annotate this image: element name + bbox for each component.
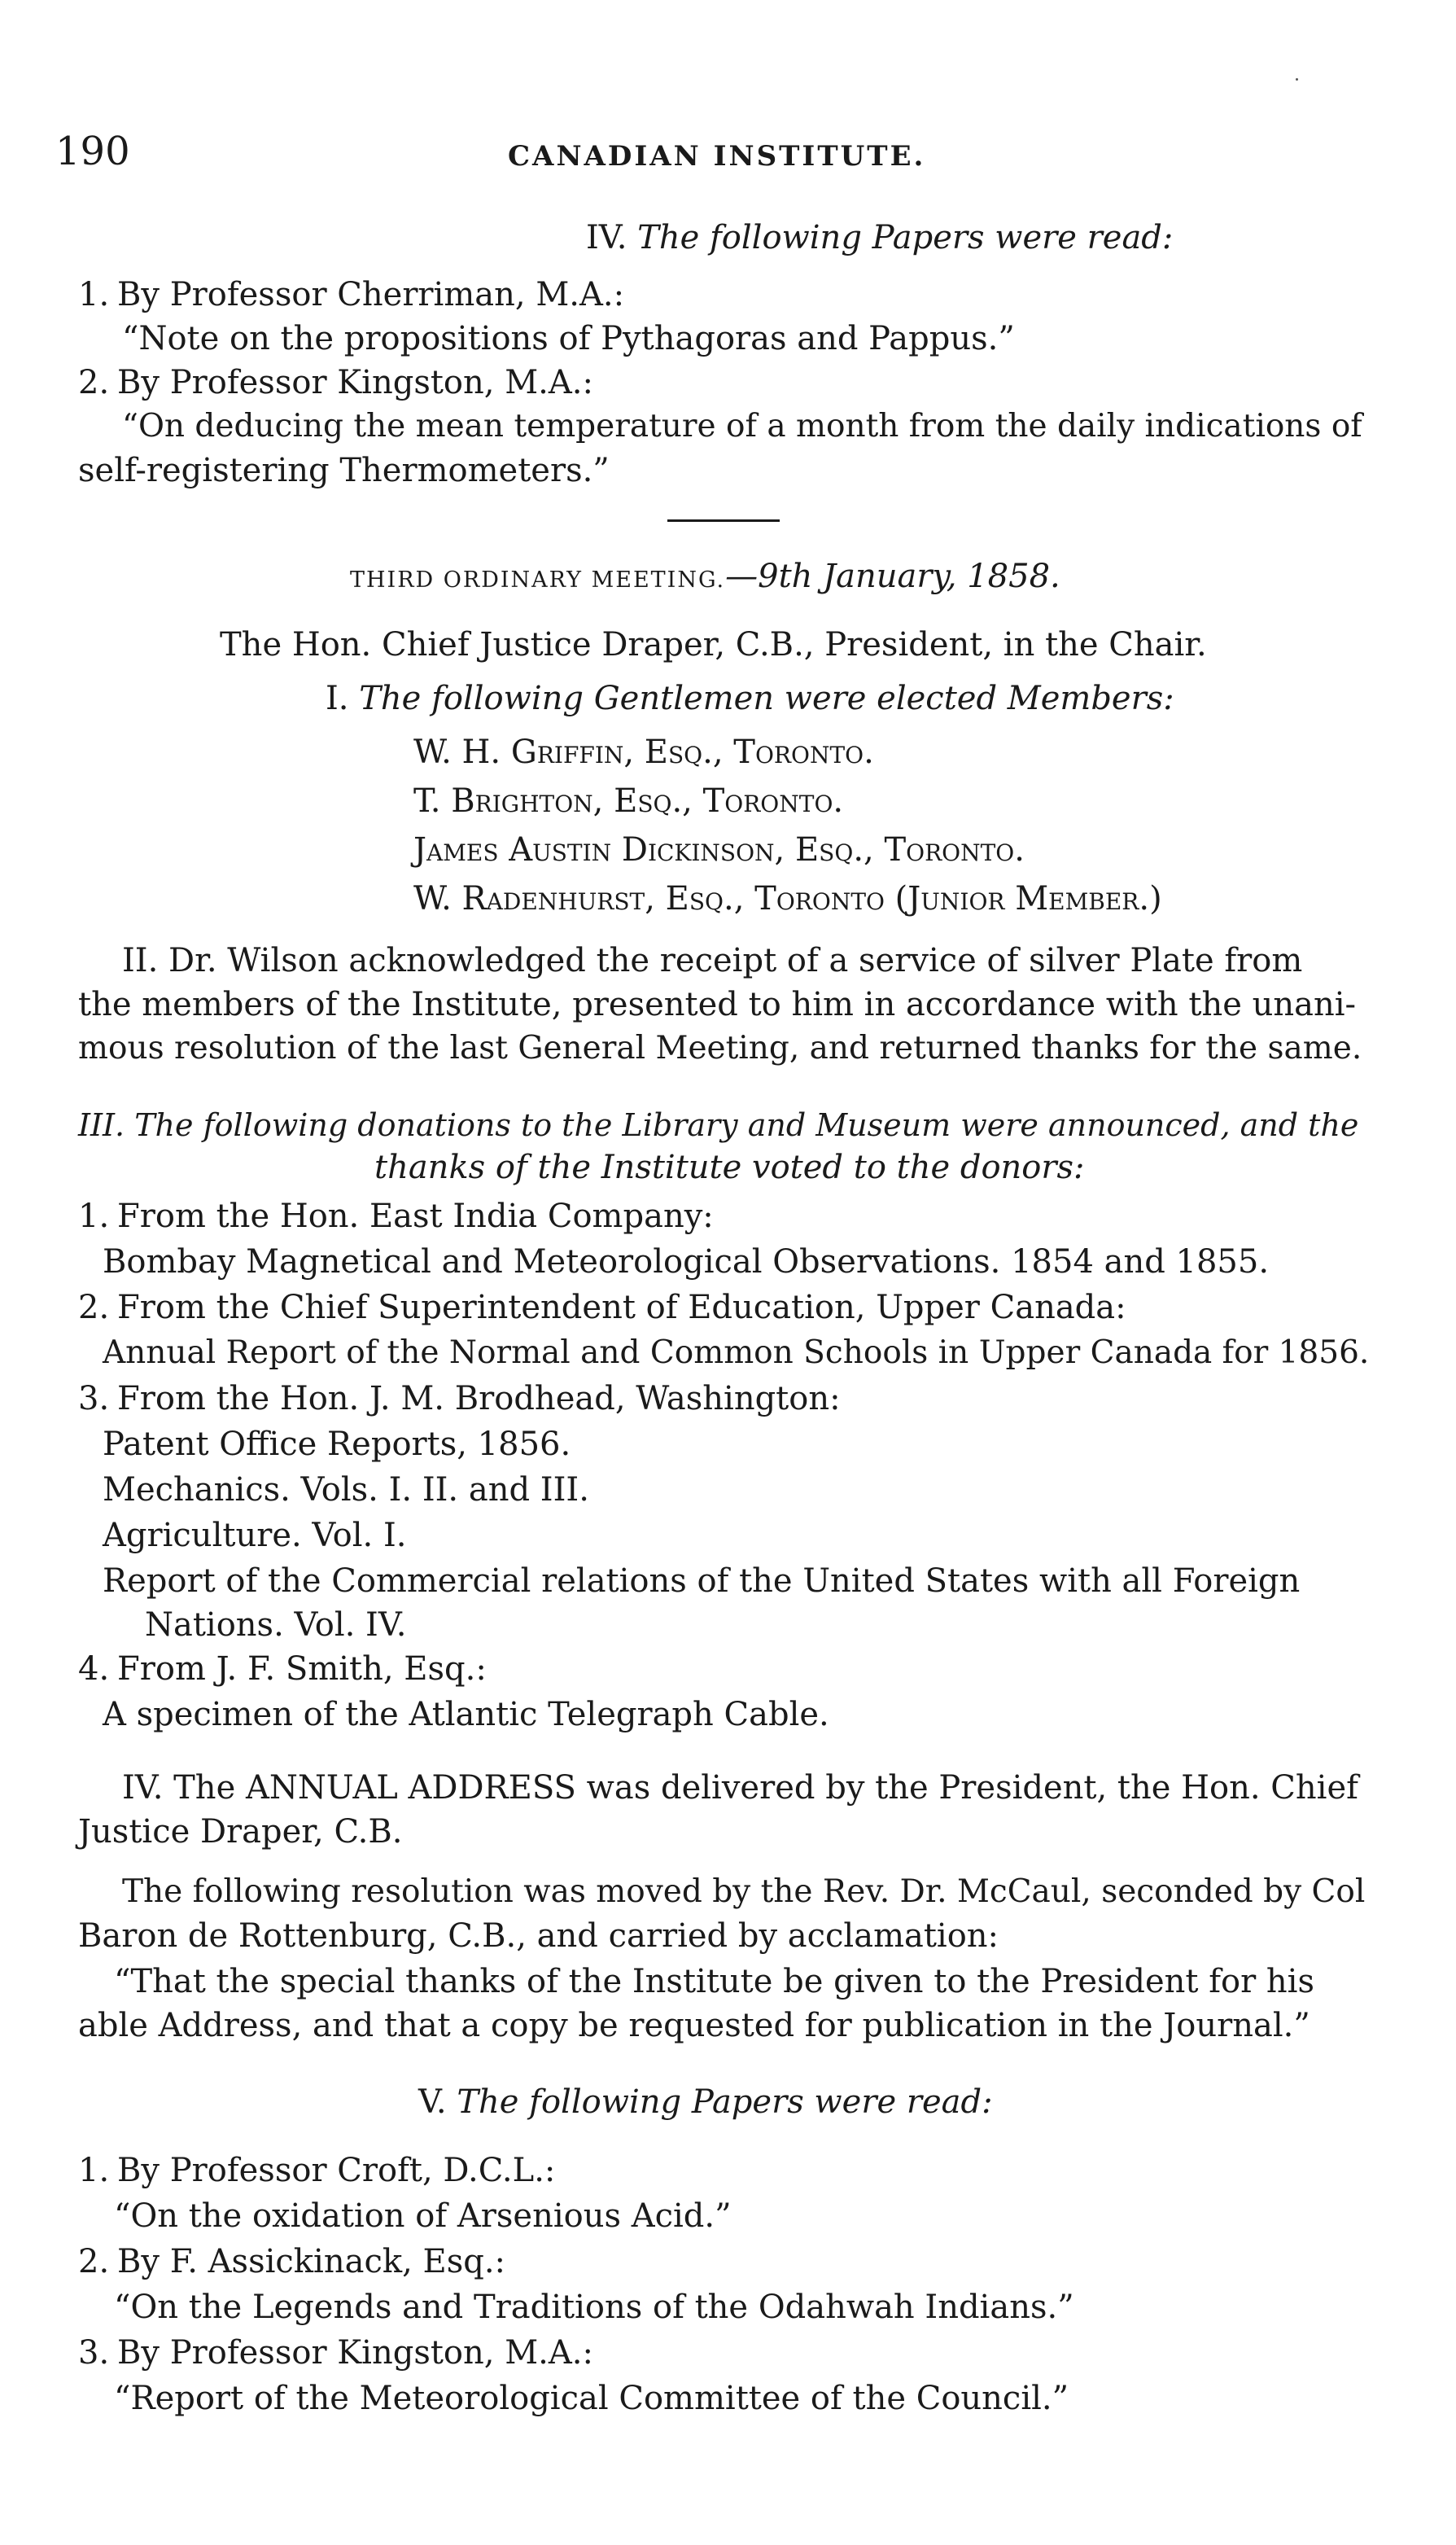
paper-title: “On the Legends and Traditions of the Odahwah Indians.” — [114, 2289, 1074, 2326]
donation-item: Report of the Commercial relations of the United States with all Foreign — [103, 1562, 1301, 1600]
meeting-label: THIRD ORDINARY MEETING. — [350, 567, 726, 593]
member-entry: T. Brighton, Esq., Toronto. — [413, 782, 844, 820]
donation-item: Bombay Magnetical and Meteorological Observations. 1854 and 1855. — [103, 1243, 1270, 1281]
donation-source-text: From the Hon. East India Company: — [117, 1198, 714, 1235]
paper-title: “On deducing the mean temperature of a month from the daily indications of — [122, 408, 1362, 445]
running-title: CANADIAN INSTITUTE. — [508, 140, 926, 173]
paper-author-text: By Professor Kingston, M.A.: — [117, 2334, 593, 2372]
donation-item: A specimen of the Atlantic Telegraph Cable. — [103, 1696, 829, 1733]
paragraph-line: II. Dr. Wilson acknowledged the receipt of a service of silver Plate from — [122, 942, 1303, 979]
donation-source-text: From the Chief Superintendent of Education, Upper Canada: — [117, 1289, 1126, 1326]
paper-number: 1. — [78, 276, 110, 313]
paper-author — [78, 363, 593, 402]
section-heading — [586, 218, 1173, 257]
paper-title: “Note on the propositions of Pythagoras and Pappus.” — [122, 320, 1015, 357]
donation-number: 2. — [78, 1289, 110, 1326]
heading-text: The following Gentlemen were elected Members: — [359, 680, 1174, 717]
meeting-chair: The Hon. Chief Justice Draper, C.B., President, in the Chair. — [220, 626, 1207, 664]
print-speck — [1296, 78, 1298, 81]
page-number: 190 — [55, 129, 130, 174]
donation-item-continued: Nations. Vol. IV. — [145, 1606, 407, 1644]
donation-source — [78, 1197, 714, 1236]
section-heading — [418, 2083, 993, 2122]
resolution-quote: “That the special thanks of the Institute be given to the President for his — [114, 1963, 1314, 2000]
heading-numeral: V. — [418, 2083, 447, 2121]
donation-item: Agriculture. Vol. I. — [103, 1517, 407, 1554]
members-heading — [326, 679, 1174, 718]
paper-number: 1. — [78, 2152, 110, 2189]
donation-number: 1. — [78, 1198, 110, 1235]
paragraph-line: The following resolution was moved by the Rev. Dr. McCaul, seconded by Col — [122, 1873, 1366, 1910]
donation-item: Patent Office Reports, 1856. — [103, 1426, 571, 1463]
member-entry: W. Radenhurst, Esq., Toronto (Junior Member.) — [413, 880, 1162, 918]
paper-author-text: By Professor Cherriman, M.A.: — [117, 276, 625, 313]
paper-author — [78, 2333, 593, 2372]
paper-title: “Report of the Meteorological Committee of the Council.” — [114, 2380, 1069, 2417]
paragraph-line: mous resolution of the last General Meeting, and returned thanks for the same. — [78, 1030, 1362, 1067]
donation-item: Annual Report of the Normal and Common Schools in Upper Canada for 1856. — [103, 1334, 1370, 1371]
donation-number: 4. — [78, 1650, 110, 1688]
paragraph-line: Baron de Rottenburg, C.B., and carried by acclamation: — [78, 1917, 999, 1955]
paper-number: 2. — [78, 364, 110, 401]
paper-number: 3. — [78, 2334, 110, 2372]
donation-source-text: From the Hon. J. M. Brodhead, Washington: — [117, 1380, 841, 1417]
donation-item: Mechanics. Vols. I. II. and III. — [103, 1471, 589, 1509]
paper-author-text: By Professor Croft, D.C.L.: — [117, 2152, 556, 2189]
heading-numeral: I. — [326, 680, 349, 717]
donation-number: 3. — [78, 1380, 110, 1417]
donation-source — [78, 1649, 487, 1689]
paper-title-continued: self-registering Thermometers.” — [78, 452, 610, 489]
heading-numeral: IV. — [586, 219, 627, 256]
donation-source — [78, 1379, 841, 1418]
paragraph-line: IV. The ANNUAL ADDRESS was delivered by the President, the Hon. Chief — [122, 1769, 1358, 1807]
paper-author — [78, 275, 624, 314]
meeting-date: —9th January, 1858. — [725, 558, 1060, 595]
donations-heading-continued: thanks of the Institute voted to the donors: — [374, 1149, 1085, 1186]
paper-author-text: By Professor Kingston, M.A.: — [117, 364, 593, 401]
paper-author — [78, 2242, 505, 2281]
donation-source — [78, 1288, 1126, 1327]
section-divider — [667, 519, 780, 522]
paper-title: “On the oxidation of Arsenious Acid.” — [114, 2197, 732, 2235]
resolution-quote: able Address, and that a copy be requested for publication in the Journal.” — [78, 2007, 1310, 2044]
paper-number: 2. — [78, 2243, 110, 2280]
donation-source-text: From J. F. Smith, Esq.: — [117, 1650, 487, 1688]
meeting-heading — [350, 557, 1060, 600]
member-entry: James Austin Dickinson, Esq., Toronto. — [413, 831, 1025, 869]
donations-heading: III. The following donations to the Library and Museum were announced, and the — [78, 1107, 1359, 1143]
heading-text: The following Papers were read: — [637, 219, 1174, 256]
paper-author — [78, 2151, 555, 2190]
paragraph-line: the members of the Institute, presented to him in accordance with the unani- — [78, 986, 1357, 1023]
paper-author-text: By F. Assickinack, Esq.: — [117, 2243, 506, 2280]
heading-text: The following Papers were read: — [457, 2083, 993, 2121]
member-entry: W. H. Griffin, Esq., Toronto. — [413, 734, 874, 771]
paragraph-line: Justice Draper, C.B. — [78, 1813, 403, 1851]
